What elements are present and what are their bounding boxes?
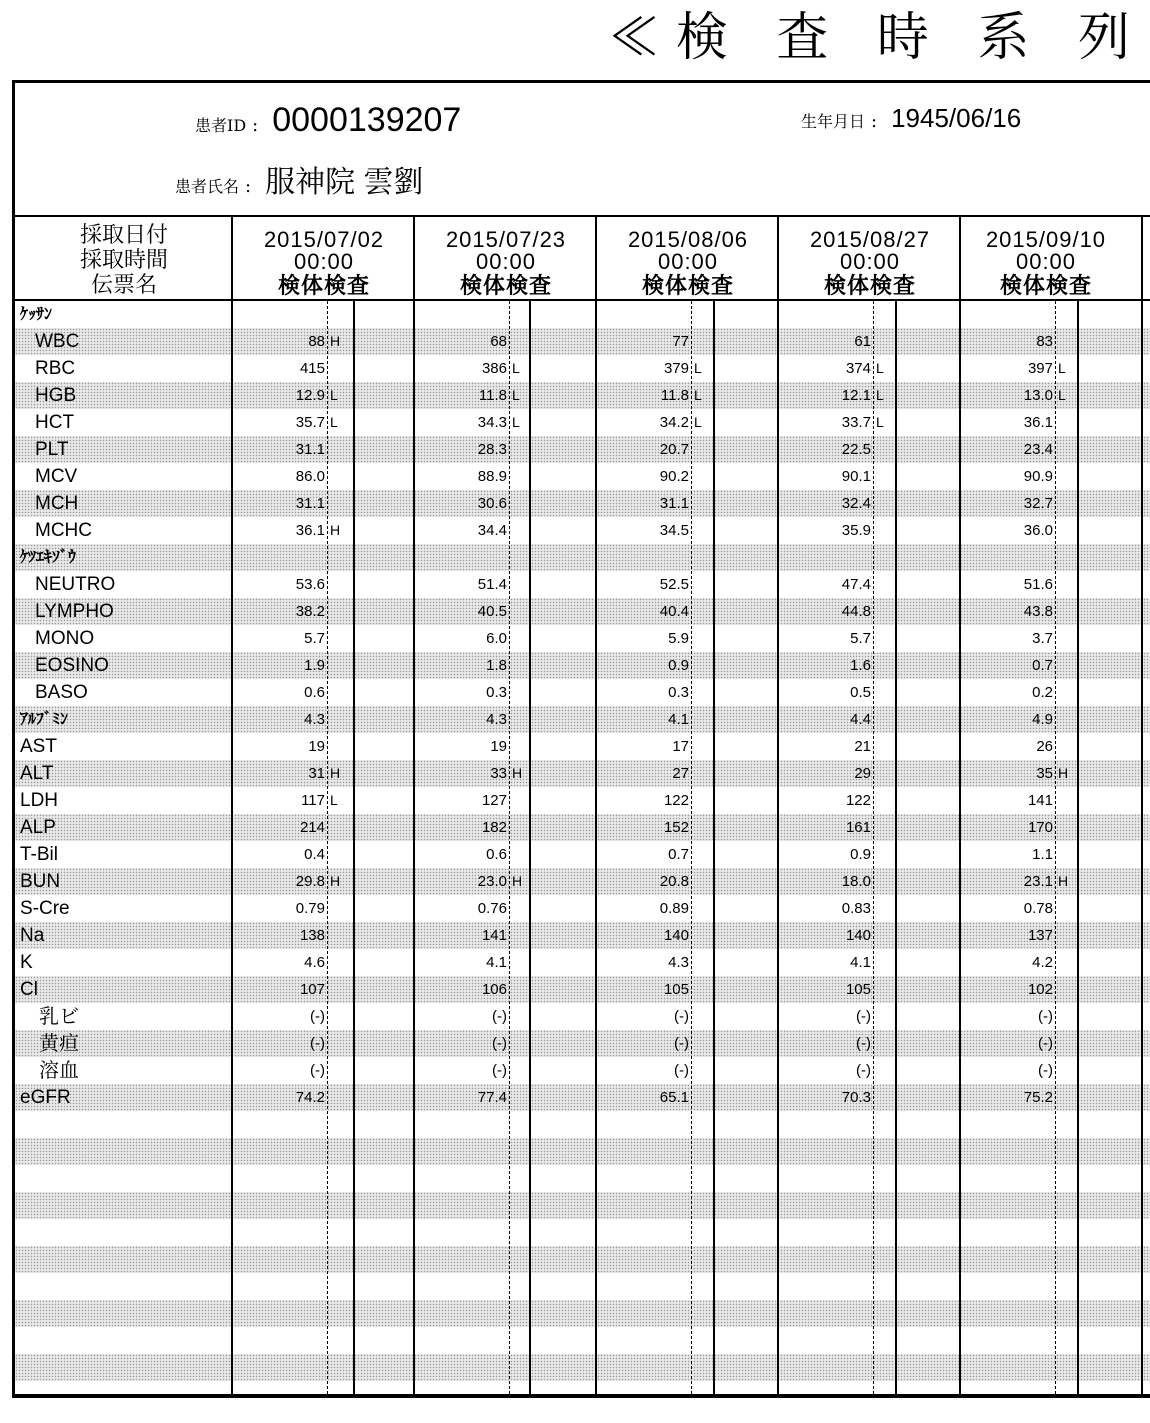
result-value: (-) bbox=[492, 1008, 507, 1025]
result-value: 4.1 bbox=[486, 954, 507, 971]
header-label-cell bbox=[15, 217, 233, 305]
table-row bbox=[15, 679, 1150, 706]
result-value: 140 bbox=[845, 927, 871, 944]
result-value: 19 bbox=[490, 738, 507, 755]
patient-name-value: 服神院 雲劉 bbox=[265, 166, 424, 199]
result-value: (-) bbox=[674, 1035, 689, 1052]
test-name: NEUTRO bbox=[35, 574, 116, 595]
test-name: Na bbox=[20, 925, 45, 946]
test-name: ｹｯｻﾝ bbox=[20, 306, 53, 323]
result-value: 6.0 bbox=[486, 630, 507, 647]
table-row bbox=[15, 949, 1150, 976]
result-value: 0.76 bbox=[477, 900, 507, 917]
abnormal-flag: L bbox=[876, 414, 884, 430]
abnormal-flag: H bbox=[1058, 765, 1069, 781]
result-value: 77.4 bbox=[477, 1089, 507, 1106]
test-name: LDH bbox=[20, 790, 59, 811]
result-value: 33 bbox=[490, 765, 507, 782]
result-value: 0.6 bbox=[304, 684, 325, 701]
result-value: 44.8 bbox=[841, 603, 871, 620]
result-value: (-) bbox=[856, 1008, 871, 1025]
result-value: 4.4 bbox=[850, 711, 871, 728]
abnormal-flag: L bbox=[876, 360, 884, 376]
column-divider bbox=[1141, 217, 1143, 1394]
results-table bbox=[15, 217, 1150, 1394]
result-value: 161 bbox=[845, 819, 871, 836]
result-value: 31.1 bbox=[659, 495, 689, 512]
test-name: HGB bbox=[35, 385, 77, 406]
result-value: 386 bbox=[481, 360, 507, 377]
result-value: 0.9 bbox=[668, 657, 689, 674]
result-value: 4.3 bbox=[486, 711, 507, 728]
table-row bbox=[15, 1003, 1150, 1030]
test-name: Cl bbox=[20, 979, 38, 1000]
result-value: 11.8 bbox=[478, 387, 507, 404]
result-value: 0.78 bbox=[1023, 900, 1053, 917]
test-name: K bbox=[20, 952, 33, 973]
column-kind: 検体検査 bbox=[277, 273, 370, 298]
result-value: 31 bbox=[308, 765, 325, 782]
table-row bbox=[15, 922, 1150, 949]
test-name: MCH bbox=[35, 493, 79, 514]
result-value: 4.3 bbox=[304, 711, 325, 728]
column-divider bbox=[413, 217, 415, 1394]
result-value: 13.0 bbox=[1023, 387, 1053, 404]
empty-row bbox=[15, 1111, 1150, 1138]
test-name: S-Cre bbox=[20, 898, 70, 919]
table-row bbox=[15, 841, 1150, 868]
abnormal-flag: L bbox=[330, 387, 338, 403]
result-value: 182 bbox=[481, 819, 507, 836]
empty-row bbox=[15, 1273, 1150, 1300]
result-value: 141 bbox=[1027, 792, 1053, 809]
result-value: 170 bbox=[1027, 819, 1053, 836]
result-value: 140 bbox=[663, 927, 689, 944]
result-value: 0.89 bbox=[659, 900, 689, 917]
abnormal-flag: L bbox=[1058, 387, 1066, 403]
result-value: 35 bbox=[1036, 765, 1053, 782]
empty-row bbox=[15, 1327, 1150, 1354]
result-value: 35.9 bbox=[841, 522, 871, 539]
empty-row bbox=[15, 1219, 1150, 1246]
result-value: 61 bbox=[854, 333, 871, 350]
test-name: BASO bbox=[35, 682, 88, 703]
result-value: 1.6 bbox=[850, 657, 871, 674]
result-value: 40.4 bbox=[659, 603, 689, 620]
test-name: 黄疸 bbox=[39, 1031, 79, 1055]
result-value: 152 bbox=[663, 819, 689, 836]
header-column-2 bbox=[415, 217, 597, 311]
result-value: 379 bbox=[663, 360, 689, 377]
result-value: 23.0 bbox=[477, 873, 507, 890]
result-value: 12.9 bbox=[295, 387, 325, 404]
table-row bbox=[15, 976, 1150, 1003]
column-kind: 検体検査 bbox=[823, 273, 916, 298]
table-row bbox=[15, 1057, 1150, 1084]
result-value: 127 bbox=[481, 792, 507, 809]
result-value: 86.0 bbox=[295, 468, 325, 485]
table-row bbox=[15, 517, 1150, 544]
empty-row bbox=[15, 1246, 1150, 1273]
result-value: 1.8 bbox=[486, 657, 507, 674]
test-name: ｱﾙﾌﾞﾐﾝ bbox=[20, 711, 69, 728]
test-name: LYMPHO bbox=[35, 601, 114, 622]
patient-name-label: 患者氏名 bbox=[175, 177, 240, 196]
header-column-4 bbox=[779, 217, 961, 311]
table-row bbox=[15, 571, 1150, 598]
test-name: MCHC bbox=[35, 520, 92, 541]
result-value: 122 bbox=[663, 792, 689, 809]
report-frame bbox=[12, 80, 1150, 1398]
result-value: 5.7 bbox=[304, 630, 325, 647]
abnormal-flag: H bbox=[330, 873, 341, 889]
result-value: 51.6 bbox=[1023, 576, 1053, 593]
value-guide-line bbox=[691, 301, 692, 1394]
header-time-label: 採取時間 bbox=[79, 248, 168, 273]
result-value: 70.3 bbox=[841, 1089, 871, 1106]
result-value: 4.3 bbox=[668, 954, 689, 971]
abnormal-flag: L bbox=[512, 387, 520, 403]
column-kind: 検体検査 bbox=[641, 273, 734, 298]
column-time: 00:00 bbox=[839, 249, 901, 274]
test-name: PLT bbox=[35, 439, 69, 460]
test-name: 乳ビ bbox=[39, 1004, 79, 1028]
test-name: ALT bbox=[20, 763, 54, 784]
header-slip-label: 伝票名 bbox=[90, 273, 157, 298]
abnormal-flag: L bbox=[694, 387, 702, 403]
result-value: 36.0 bbox=[1023, 522, 1053, 539]
result-value: 4.1 bbox=[668, 711, 689, 728]
test-name: WBC bbox=[35, 331, 80, 352]
result-value: 3.7 bbox=[1032, 630, 1053, 647]
result-value: 0.83 bbox=[841, 900, 871, 917]
abnormal-flag: H bbox=[1058, 873, 1069, 889]
result-value: (-) bbox=[310, 1008, 325, 1025]
test-name: AST bbox=[20, 736, 57, 757]
colon: : bbox=[871, 111, 878, 132]
result-value: (-) bbox=[310, 1035, 325, 1052]
patient-name-block bbox=[175, 157, 423, 201]
result-value: 34.2 bbox=[659, 414, 689, 431]
test-name: RBC bbox=[35, 358, 76, 379]
result-value: 75.2 bbox=[1023, 1089, 1053, 1106]
result-value: 138 bbox=[299, 927, 325, 944]
abnormal-flag: L bbox=[876, 387, 884, 403]
result-value: (-) bbox=[1038, 1062, 1053, 1079]
colon: : bbox=[245, 176, 252, 197]
table-row bbox=[15, 598, 1150, 625]
result-value: 29.8 bbox=[295, 873, 325, 890]
result-value: 29 bbox=[854, 765, 871, 782]
result-value: (-) bbox=[310, 1062, 325, 1079]
result-value: 20.7 bbox=[659, 441, 689, 458]
result-value: 38.2 bbox=[295, 603, 325, 620]
column-date: 2015/07/02 bbox=[263, 227, 385, 252]
result-value: 0.79 bbox=[295, 900, 325, 917]
column-time: 00:00 bbox=[293, 249, 355, 274]
column-kind: 検体検査 bbox=[999, 273, 1092, 298]
result-value: 28.3 bbox=[477, 441, 507, 458]
result-value: 0.4 bbox=[304, 846, 325, 863]
result-rows bbox=[15, 301, 1150, 1394]
result-value: 141 bbox=[481, 927, 507, 944]
result-value: 0.5 bbox=[850, 684, 871, 701]
abnormal-flag: L bbox=[330, 792, 338, 808]
result-value: 0.7 bbox=[668, 846, 689, 863]
result-value: (-) bbox=[492, 1062, 507, 1079]
abnormal-flag: L bbox=[694, 360, 702, 376]
table-row bbox=[15, 382, 1150, 409]
result-value: 1.9 bbox=[304, 657, 325, 674]
table-row bbox=[15, 301, 1150, 328]
sub-column-divider bbox=[895, 301, 897, 1394]
empty-row bbox=[15, 1354, 1150, 1381]
header-column-3 bbox=[597, 217, 779, 311]
result-value: 214 bbox=[299, 819, 325, 836]
result-value: 11.8 bbox=[660, 387, 689, 404]
table-row bbox=[15, 652, 1150, 679]
result-value: 415 bbox=[299, 360, 325, 377]
empty-row bbox=[15, 1300, 1150, 1327]
result-value: 83 bbox=[1036, 333, 1053, 350]
result-value: 31.1 bbox=[295, 495, 325, 512]
result-value: 74.2 bbox=[295, 1089, 325, 1106]
test-name: EOSINO bbox=[35, 655, 109, 676]
table-row bbox=[15, 814, 1150, 841]
table-row bbox=[15, 706, 1150, 733]
result-value: 20.8 bbox=[659, 873, 689, 890]
table-row bbox=[15, 544, 1150, 571]
result-value: 65.1 bbox=[659, 1089, 689, 1106]
result-value: 102 bbox=[1027, 981, 1053, 998]
table-row bbox=[15, 733, 1150, 760]
report-title: ≪検 査 時 系 列 bbox=[607, 8, 1146, 68]
column-date: 2015/09/10 bbox=[985, 227, 1107, 252]
result-value: 34.4 bbox=[477, 522, 507, 539]
result-value: 5.9 bbox=[668, 630, 689, 647]
column-time: 00:00 bbox=[1015, 249, 1077, 274]
result-value: 88 bbox=[308, 333, 325, 350]
abnormal-flag: H bbox=[330, 333, 341, 349]
result-value: 40.5 bbox=[477, 603, 507, 620]
result-value: 117 bbox=[301, 792, 325, 809]
result-value: 36.1 bbox=[295, 522, 325, 539]
result-value: 31.1 bbox=[295, 441, 325, 458]
sub-column-divider bbox=[529, 301, 531, 1394]
empty-row bbox=[15, 1138, 1150, 1165]
column-date: 2015/08/27 bbox=[809, 227, 931, 252]
result-value: 397 bbox=[1027, 360, 1053, 377]
result-value: 105 bbox=[663, 981, 689, 998]
result-value: 0.3 bbox=[668, 684, 689, 701]
column-divider bbox=[959, 217, 961, 1394]
result-value: 53.6 bbox=[295, 576, 325, 593]
abnormal-flag: H bbox=[330, 765, 341, 781]
result-value: 77 bbox=[672, 333, 689, 350]
table-row bbox=[15, 787, 1150, 814]
result-value: 26 bbox=[1036, 738, 1053, 755]
value-guide-line bbox=[509, 301, 510, 1394]
result-value: 51.4 bbox=[477, 576, 507, 593]
result-value: (-) bbox=[492, 1035, 507, 1052]
header-column-5 bbox=[961, 217, 1131, 311]
table-row bbox=[15, 868, 1150, 895]
column-divider bbox=[231, 217, 233, 1394]
abnormal-flag: L bbox=[694, 414, 702, 430]
result-value: 22.5 bbox=[841, 441, 871, 458]
value-guide-line bbox=[1055, 301, 1056, 1394]
result-value: 122 bbox=[845, 792, 871, 809]
test-name: 溶血 bbox=[39, 1058, 79, 1082]
result-value: 90.9 bbox=[1023, 468, 1053, 485]
result-value: 106 bbox=[481, 981, 507, 998]
result-value: 34.3 bbox=[477, 414, 507, 431]
result-value: 36.1 bbox=[1023, 414, 1053, 431]
table-header bbox=[15, 217, 1150, 301]
test-name: MONO bbox=[35, 628, 95, 649]
result-value: (-) bbox=[1038, 1035, 1053, 1052]
header-column-1 bbox=[233, 217, 415, 311]
column-time: 00:00 bbox=[657, 249, 719, 274]
abnormal-flag: H bbox=[512, 873, 523, 889]
result-value: 0.2 bbox=[1032, 684, 1053, 701]
column-divider bbox=[595, 217, 597, 1394]
result-value: 4.1 bbox=[850, 954, 871, 971]
abnormal-flag: H bbox=[512, 765, 523, 781]
table-row bbox=[15, 463, 1150, 490]
abnormal-flag: L bbox=[512, 414, 520, 430]
result-value: (-) bbox=[674, 1008, 689, 1025]
dob-label: 生年月日 bbox=[801, 112, 866, 131]
result-value: 52.5 bbox=[659, 576, 689, 593]
column-date: 2015/08/06 bbox=[627, 227, 749, 252]
test-name: HCT bbox=[35, 412, 75, 433]
empty-row bbox=[15, 1165, 1150, 1192]
result-value: 107 bbox=[299, 981, 325, 998]
result-value: 43.8 bbox=[1023, 603, 1053, 620]
table-row bbox=[15, 328, 1150, 355]
result-value: 18.0 bbox=[841, 873, 871, 890]
abnormal-flag: L bbox=[1058, 360, 1066, 376]
sub-column-divider bbox=[713, 301, 715, 1394]
result-value: 34.5 bbox=[659, 522, 689, 539]
result-value: 12.1 bbox=[841, 387, 871, 404]
header-date-label: 採取日付 bbox=[79, 223, 168, 248]
result-value: 17 bbox=[672, 738, 689, 755]
test-name: T-Bil bbox=[20, 844, 58, 865]
table-row bbox=[15, 490, 1150, 517]
result-value: 35.7 bbox=[295, 414, 325, 431]
result-value: 68 bbox=[490, 333, 507, 350]
result-value: 0.3 bbox=[486, 684, 507, 701]
test-name: BUN bbox=[20, 871, 61, 892]
test-name: MCV bbox=[35, 466, 78, 487]
result-value: 21 bbox=[854, 738, 871, 755]
result-value: 105 bbox=[845, 981, 871, 998]
result-value: 32.4 bbox=[841, 495, 871, 512]
result-value: 23.4 bbox=[1023, 441, 1053, 458]
test-name: eGFR bbox=[20, 1087, 71, 1108]
column-kind: 検体検査 bbox=[459, 273, 552, 298]
table-row bbox=[15, 895, 1150, 922]
result-value: 5.7 bbox=[850, 630, 871, 647]
column-time: 00:00 bbox=[475, 249, 537, 274]
result-value: 0.9 bbox=[850, 846, 871, 863]
result-value: 27 bbox=[672, 765, 689, 782]
result-value: 1.1 bbox=[1032, 846, 1053, 863]
result-value: (-) bbox=[856, 1035, 871, 1052]
result-value: 90.2 bbox=[659, 468, 689, 485]
result-value: 30.6 bbox=[477, 495, 507, 512]
result-value: 4.6 bbox=[304, 954, 325, 971]
sub-column-divider bbox=[353, 301, 355, 1394]
table-row bbox=[15, 1084, 1150, 1111]
sub-column-divider bbox=[1077, 301, 1079, 1394]
result-value: 90.1 bbox=[841, 468, 871, 485]
result-value: 0.6 bbox=[486, 846, 507, 863]
result-value: 23.1 bbox=[1023, 873, 1053, 890]
dob-block bbox=[801, 103, 1021, 134]
result-value: 19 bbox=[308, 738, 325, 755]
value-guide-line bbox=[327, 301, 328, 1394]
table-row bbox=[15, 760, 1150, 787]
test-name: ｹﾂｴｷｿﾞｳ bbox=[20, 549, 77, 566]
result-value: 33.7 bbox=[841, 414, 871, 431]
result-value: 0.7 bbox=[1032, 657, 1053, 674]
empty-row bbox=[15, 1192, 1150, 1219]
result-value: 4.9 bbox=[1032, 711, 1053, 728]
table-row bbox=[15, 625, 1150, 652]
dob-value: 1945/06/16 bbox=[891, 103, 1022, 133]
result-value: 32.7 bbox=[1023, 495, 1053, 512]
value-guide-line bbox=[873, 301, 874, 1394]
result-value: 4.2 bbox=[1032, 954, 1053, 971]
result-value: 47.4 bbox=[841, 576, 871, 593]
table-row bbox=[15, 355, 1150, 382]
table-row bbox=[15, 436, 1150, 463]
patient-id-block bbox=[195, 101, 461, 140]
patient-id-value: 0000139207 bbox=[272, 101, 462, 139]
result-value: (-) bbox=[856, 1062, 871, 1079]
result-value: 374 bbox=[845, 360, 871, 377]
result-value: (-) bbox=[674, 1062, 689, 1079]
column-date: 2015/07/23 bbox=[445, 227, 567, 252]
abnormal-flag: H bbox=[330, 522, 341, 538]
result-value: 137 bbox=[1027, 927, 1053, 944]
result-value: (-) bbox=[1038, 1008, 1053, 1025]
table-row bbox=[15, 1030, 1150, 1057]
test-name: ALP bbox=[20, 817, 56, 838]
abnormal-flag: L bbox=[512, 360, 520, 376]
abnormal-flag: L bbox=[330, 414, 338, 430]
result-value: 88.9 bbox=[477, 468, 507, 485]
patient-id-label: 患者ID bbox=[195, 116, 247, 135]
table-row bbox=[15, 409, 1150, 436]
colon: : bbox=[252, 115, 259, 136]
column-divider bbox=[777, 217, 779, 1394]
